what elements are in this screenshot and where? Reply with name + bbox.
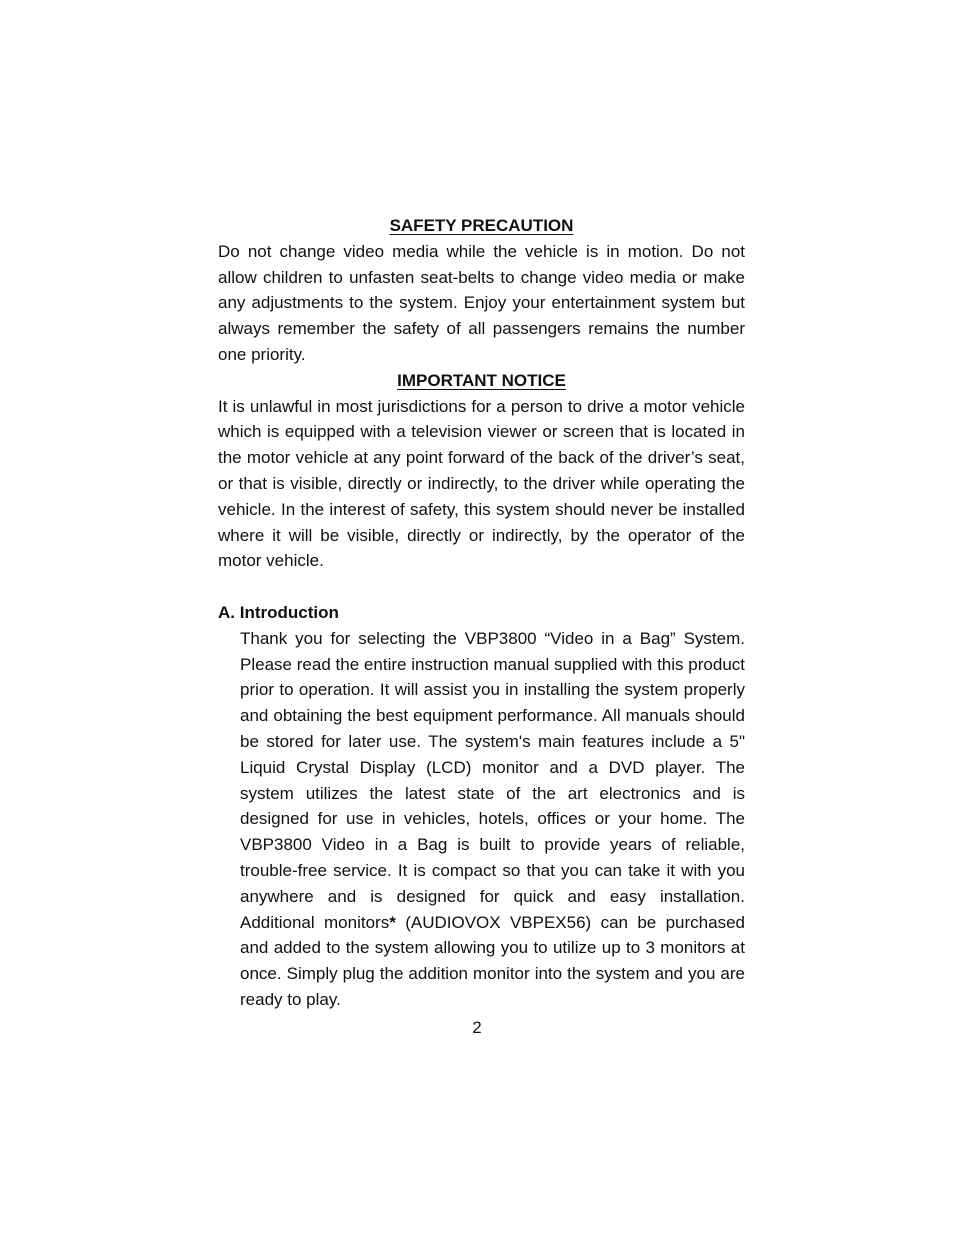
important-notice-text: It is unlawful in most jurisdictions for a person to drive a motor vehicle which is equipped with a television viewer or screen that is located in the motor vehicle at any point forward of the back of the driver’s seat, or that is visible, directly or indirectly, to the driver while operating the vehicle. In the interest of safety, this system should never be installed where it will be visible, directly or indirectly, by the operator of the motor vehicle. <box>218 396 745 571</box>
page-content <box>218 213 745 1013</box>
safety-precaution-heading: SAFETY PRECAUTION <box>389 216 574 235</box>
introduction-text-part1: Thank you for selecting the VBP3800 “Video in a Bag” System. Please read the entire instruction manual supplied with this product prior to operation. It will assist you in installing the system properly and obtaining the best equipment performance. All manuals should be stored for later use. The system's main features include a 5" Liquid Crystal Display (LCD) monitor and a DVD player. The system utilizes the latest state of the art electronics and is designed for use in vehicles, hotels, offices or your home. The VBP3800 Video in a Bag is built to provide years of reliable, trouble-free service. It is compact so that you can take it with you anywhere and is designed for quick and easy installation. Additional monitors <box>240 628 745 932</box>
introduction-text-part2: (AUDIOVOX VBPEX56) can be purchased and added to the system allowing you to utilize up to 3 monitors at once. Simply plug the addition monitor into the system and you are ready to play. <box>240 912 745 1009</box>
page-number: 2 <box>472 1018 482 1037</box>
safety-precaution-text: Do not change video media while the vehicle is in motion. Do not allow children to unfasten seat-belts to change video media or make any adjustments to the system. Enjoy your entertainment system but always remember the safety of all passengers remains the number one priority. <box>218 241 745 364</box>
footnote-asterisk: * <box>389 912 396 932</box>
introduction-text <box>240 626 745 1013</box>
important-notice-heading: IMPORTANT NOTICE <box>397 370 566 390</box>
introduction-heading: A. Introduction <box>218 602 339 622</box>
